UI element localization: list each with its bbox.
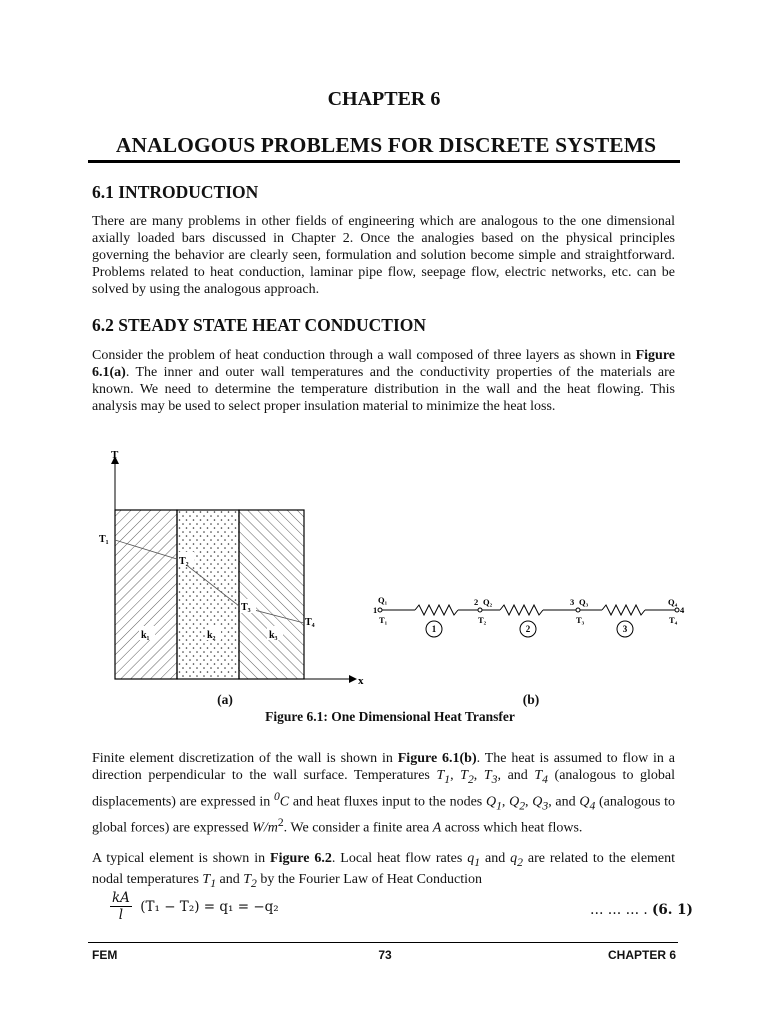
figure-caption: Figure 6.1: One Dimensional Heat Transfer xyxy=(265,709,515,724)
footer-right: CHAPTER 6 xyxy=(607,948,676,962)
temp-label-t2: T₂ xyxy=(179,556,189,567)
footer-rule xyxy=(88,942,678,943)
node-4 xyxy=(675,608,679,612)
figure-6-1 xyxy=(90,442,700,692)
node-3-q: Q₃ xyxy=(579,597,589,607)
node-2-q: Q₂ xyxy=(483,597,493,607)
layer-label-k2: k₂ xyxy=(207,630,216,641)
layer-label-k3: k₃ xyxy=(269,630,278,641)
equation-number: … … … . (6. 1) xyxy=(590,902,693,918)
title-underline xyxy=(88,160,680,163)
figure-ref-6-2[interactable]: Figure 6.2 xyxy=(270,851,332,866)
node-1-id: 1 xyxy=(373,605,378,615)
equation-fraction xyxy=(110,890,132,923)
page-number: 73 xyxy=(378,948,392,962)
heat-conduction-paragraph: Consider the problem of heat conduction through a wall composed of three layers as shown in Figure 6.1(a). The inner and outer wall temperatures and the conductivity properties of the materials are known. We need to determine the temperature distribution in the wall and the heat flowing. This analysis may be used to select proper insulation material to minimize the heat loss. xyxy=(92,348,675,414)
layer-1 xyxy=(115,510,177,679)
node-3-t: T₃ xyxy=(576,615,585,625)
node-1-q: Q₁ xyxy=(378,595,388,605)
element-2-label: 2 xyxy=(525,624,531,634)
node-3-id: 3 xyxy=(570,597,575,607)
chapter-title: ANALOGOUS PROBLEMS FOR DISCRETE SYSTEMS xyxy=(115,133,657,157)
node-1-t: T₁ xyxy=(379,615,388,625)
section-heading-heat-conduction: 6.2 STEADY STATE HEAT CONDUCTION xyxy=(92,315,427,335)
equation-numerator: kA xyxy=(112,890,130,906)
figure-ref[interactable]: Figure 6.1(a) xyxy=(92,348,675,380)
element-paragraph: A typical element is shown in Figure 6.2. Local heat flow rates $q_1$ and $q_2$ are related to the element nodal temperatures $T_1$ and $T_2$ by the Fourier Law of Heat Conduction xyxy=(92,851,676,890)
intro-paragraph: There are many problems in other fields of engineering which are analogous to the one dimensional axially loaded bars discussed in Chapter 2. Once the analogies based on the physical principles governing the behavior are clearly seen, formulation and solution become simple and straightforward. Problems related to heat conduction, laminar pipe flow, seepage flow, electric networks, etc. can be solved by using the analogous approach. xyxy=(92,214,675,297)
temp-label-t1: T₁ xyxy=(99,534,109,545)
node-3 xyxy=(576,608,580,612)
section-heading-introduction: 6.1 INTRODUCTION xyxy=(92,182,259,202)
node-4-q: Q₄ xyxy=(668,597,678,607)
layer-label-k1: k₁ xyxy=(141,630,150,641)
node-4-t: T₄ xyxy=(669,615,678,625)
layer-3 xyxy=(239,510,304,679)
equation-rhs: (T₁ − T₂) = q₁ = −q₂ xyxy=(140,898,279,915)
equation-denominator: l xyxy=(118,907,124,923)
spring-network xyxy=(380,605,677,615)
temp-label-t3: T₃ xyxy=(241,602,251,613)
chapter-label: CHAPTER 6 xyxy=(327,88,441,110)
x-axis-label: x xyxy=(358,675,364,687)
node-2-id: 2 xyxy=(474,597,479,607)
element-1-label: 1 xyxy=(431,624,437,634)
element-3-label: 3 xyxy=(622,624,628,634)
layer-2 xyxy=(177,510,239,679)
t-axis-label: T xyxy=(111,449,119,461)
equation-6-1 xyxy=(110,890,279,923)
node-2 xyxy=(478,608,482,612)
temp-label-t4: T₄ xyxy=(305,617,315,628)
footer-left: FEM xyxy=(92,948,118,962)
discretization-paragraph: Finite element discretization of the wall is shown in Figure 6.1(b). The heat is assumed to flow in a direction perpendicular to the wall surface. Temperatures $T_1$, $T_2$, $T_3$, and $T_4$ (analogous to global displacements) are expressed in $^0$C and heat fluxes input to the nodes $Q_1$, $Q_2$, $Q_3$, and $Q_4$ (analogous to global forces) are expressed $W/m^2$. We consider a finite area A across which heat flows. xyxy=(92,751,676,836)
figure-ref-b[interactable]: Figure 6.1(b) xyxy=(397,751,477,766)
figure-label-b: (b) xyxy=(522,692,540,707)
node-4-id: 4 xyxy=(680,605,685,615)
node-2-t: T₂ xyxy=(478,615,487,625)
figure-label-a: (a) xyxy=(217,692,233,707)
node-1 xyxy=(378,608,382,612)
